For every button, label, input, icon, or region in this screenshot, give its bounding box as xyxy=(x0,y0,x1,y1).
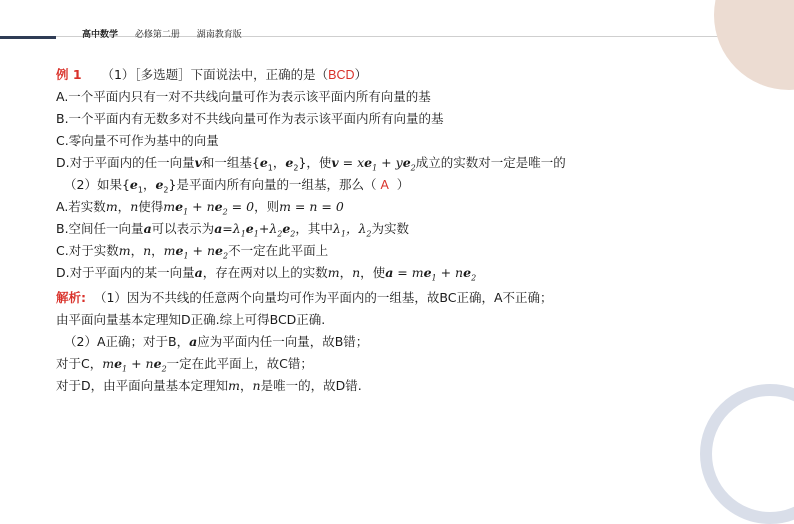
math-n: n xyxy=(252,378,261,393)
math-sub-1: 1 xyxy=(267,163,273,173)
solution-label: 解析: xyxy=(56,290,86,305)
math-m: m xyxy=(228,378,240,393)
header-subject: 高中数学 xyxy=(82,30,119,40)
math-m-n: m xyxy=(105,199,118,214)
q1-option-b: B.一个平面内有无数多对不共线向量可作为表示该平面内所有向量的基 xyxy=(56,111,444,126)
math-v: v xyxy=(194,155,202,170)
math-a-combination: $a = me_1 + ne_2$ xyxy=(385,265,477,283)
math-m-n-pair: m xyxy=(327,265,340,280)
math-a: a xyxy=(194,265,203,280)
q2-option-b xyxy=(56,218,736,240)
math-n: n xyxy=(143,243,152,258)
decorative-ring xyxy=(700,384,794,524)
math-n: n xyxy=(352,265,361,280)
solution-text-5b: 是唯一的，故D错. xyxy=(260,378,362,393)
q2-a-text-1: A.若实数 xyxy=(56,199,106,214)
solution-line-2: 由平面向量基本定理知D正确.综上可得BCD正确. xyxy=(56,312,326,327)
math-a: a xyxy=(143,221,152,236)
q1-option-d: D.对于平面内的任一向量v和一组基{$e_1$，$e_2$}，使$v = xe_1 + ye_2$成立的实数对一定是唯一的 xyxy=(56,155,566,173)
solution-text-3b: 应为平面内任一向量，故B错； xyxy=(197,334,369,349)
q1-intro: （1）［多选题］下面说法中，正确的是（ xyxy=(101,67,329,82)
solution-text-3a: （2）A正确；对于B， xyxy=(64,334,190,349)
solution-line-3 xyxy=(56,331,736,353)
q1-d-text-3: ，使 xyxy=(306,155,332,170)
q2-b-text-2: 可以表示为 xyxy=(151,221,215,236)
q2-option-c: C.对于实数m，n，$me_1 + ne_2$不一定在此平面上 xyxy=(56,243,329,261)
q2-d-text-3: ，使 xyxy=(360,265,386,280)
q1-stem xyxy=(56,64,736,86)
solution-text-1: （1）因为不共线的任意两个向量均可作为平面内的一组基，故BC正确，A不正确； xyxy=(93,290,553,305)
q1-answer: BCD xyxy=(328,68,355,82)
example-label: 例 1 xyxy=(56,67,82,82)
math-basis-1: e xyxy=(259,155,268,170)
math-decomposition: $v = xe_1 + ye_2$ xyxy=(331,155,416,173)
math-a: a xyxy=(189,334,198,349)
math-combination: $me_1 + ne_2$ xyxy=(102,356,167,374)
q2-c-text-2: 不一定在此平面上 xyxy=(228,243,329,258)
q2-text-2: }是平面内所有向量的一组基，那么（ xyxy=(168,177,377,192)
solution-line-4 xyxy=(56,353,736,375)
math-m: m xyxy=(118,243,131,258)
math-lambda-combination: $a=\lambda_1e_1+\lambda_2e_2$ xyxy=(214,221,296,239)
math-lambdas: $\lambda_1$，$\lambda_2$ xyxy=(332,221,372,239)
q1-d-text-1: D.对于平面内的任一向量 xyxy=(56,155,195,170)
q1-option-a: A.一个平面内只有一对不共线向量可作为表示该平面内所有向量的基 xyxy=(56,89,431,104)
q1-d-text-4: 成立的实数对一定是唯一的 xyxy=(415,155,566,170)
math-basis-2: e xyxy=(285,155,294,170)
q2-stem: （2）如果{$e_1$，$e_2$}是平面内所有向量的一组基，那么（ A ） xyxy=(64,177,410,195)
math-zero-combination: $me_1 + ne_2 = 0$ xyxy=(163,199,255,217)
math-basis-1: e xyxy=(129,177,138,192)
math-basis-2: e xyxy=(155,177,164,192)
q1-close: ） xyxy=(354,67,368,82)
q2-b-text-4: 为实数 xyxy=(371,221,409,236)
q2-text-1: （2）如果{ xyxy=(64,177,130,192)
q2-a-text-3: ，则 xyxy=(254,199,280,214)
math-sub-2: 2 xyxy=(293,163,299,173)
q1-option-c: C.零向量不可作为基中的向量 xyxy=(56,133,219,148)
q2-answer: A xyxy=(380,178,389,192)
solution-text-5a: 对于D，由平面向量基本定理知 xyxy=(56,378,229,393)
q2-b-text-3: ，其中 xyxy=(295,221,333,236)
header-publisher: 湖南教育版 xyxy=(196,30,242,40)
header-book: 必修第二册 xyxy=(134,30,180,40)
math-m-equals-n: m = n = 0 xyxy=(279,199,344,214)
page-header xyxy=(82,27,256,40)
q2-a-text-2: 使得 xyxy=(138,199,164,214)
q2-c-text-1: C.对于实数 xyxy=(56,243,119,258)
solution-text-4a: 对于C， xyxy=(56,356,103,371)
q2-option-d: D.对于平面内的某一向量a，存在两对以上的实数m，n，使$a = me_1 + ne_2$ xyxy=(56,265,477,283)
q2-option-a: A.若实数m，n使得$me_1 + ne_2 = 0$，则m = n = 0 xyxy=(56,199,344,217)
q2-b-text-1: B.空间任一向量 xyxy=(56,221,144,236)
solution-line-5: 对于D，由平面向量基本定理知m，n是唯一的，故D错. xyxy=(56,378,362,393)
q1-d-text-2: 和一组基{ xyxy=(201,155,260,170)
q2-close: ） xyxy=(396,177,410,192)
example-content xyxy=(56,64,736,397)
q2-d-text-2: ，存在两对以上的实数 xyxy=(202,265,328,280)
header-accent-bar xyxy=(0,36,56,39)
solution-line-1 xyxy=(56,287,736,309)
q2-d-text-1: D.对于平面内的某一向量 xyxy=(56,265,195,280)
math-combination: $me_1 + ne_2$ xyxy=(163,243,229,261)
math-n: n xyxy=(130,199,139,214)
solution-text-4b: 一定在此平面上，故C错； xyxy=(166,356,313,371)
